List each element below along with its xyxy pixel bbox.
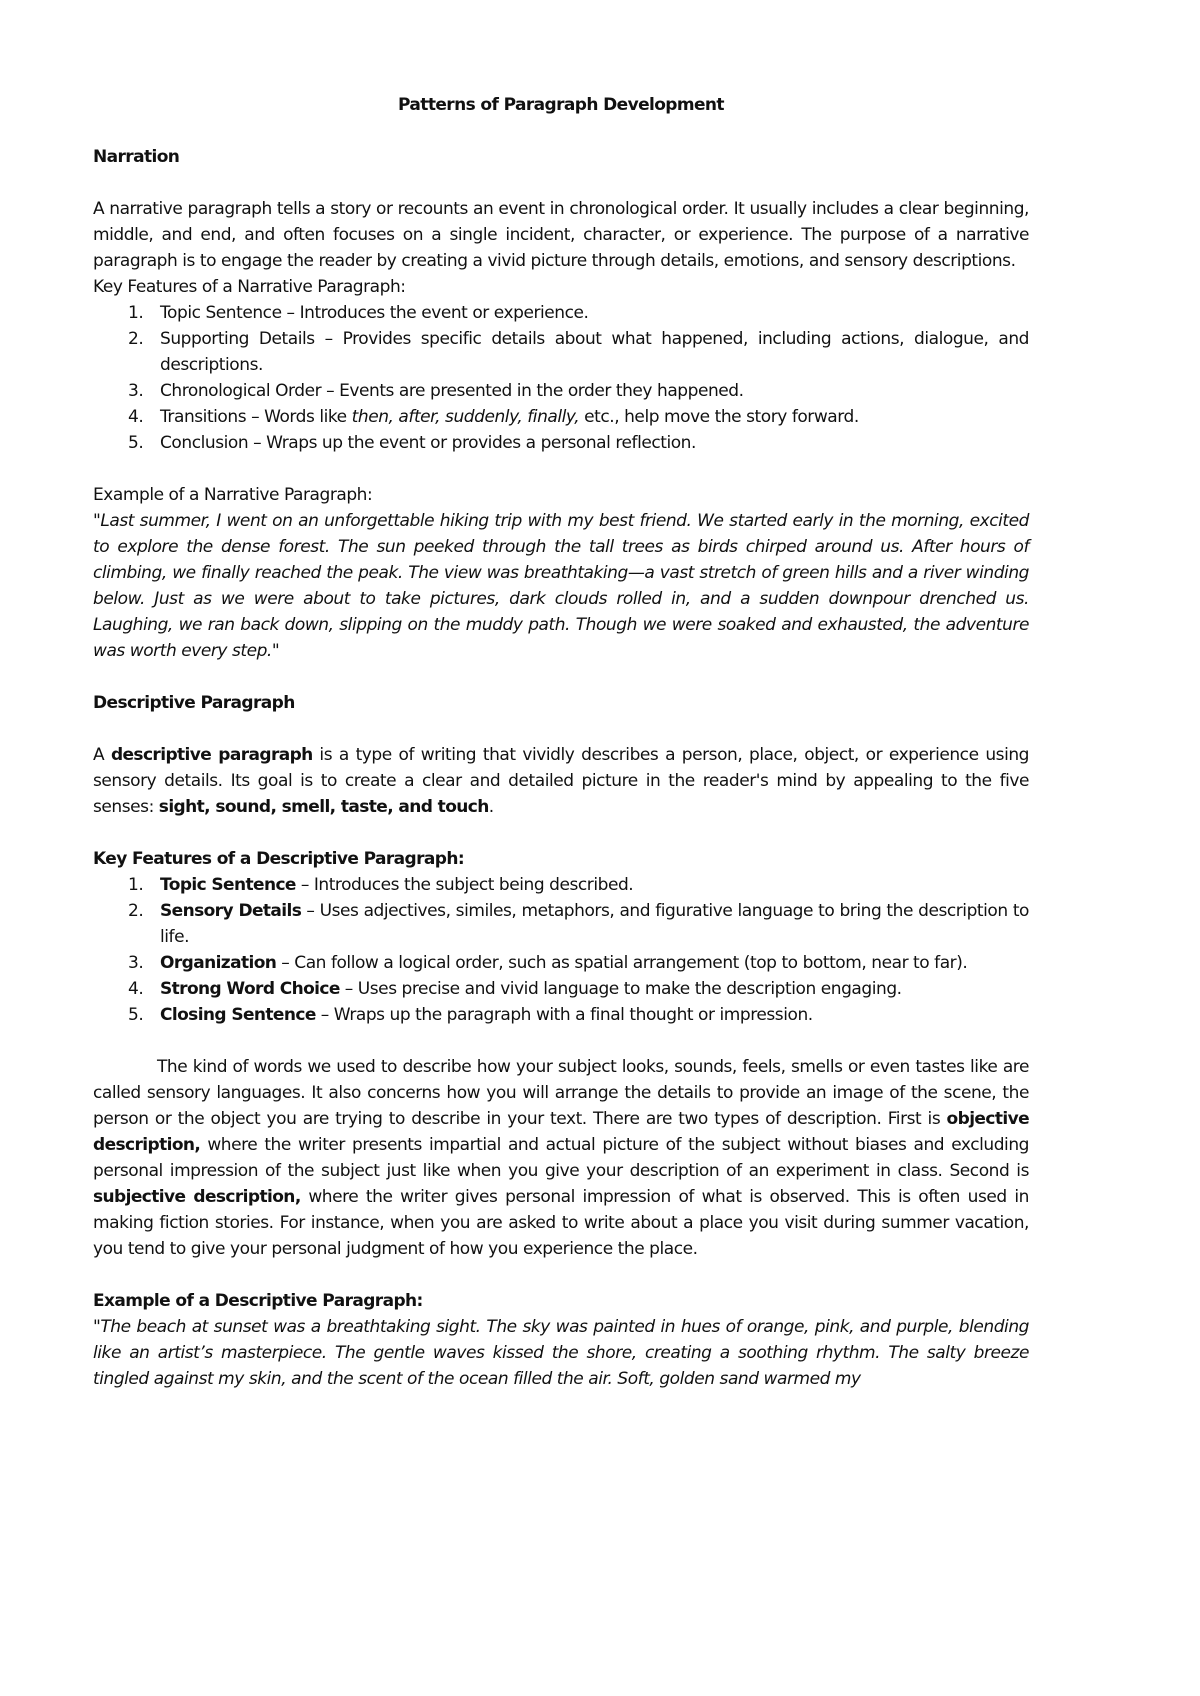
list-item: 5. Conclusion – Wraps up the event or provides a personal reflection. bbox=[128, 433, 696, 453]
document-title: Patterns of Paragraph Development bbox=[398, 95, 724, 115]
narration-features-label: Key Features of a Narrative Paragraph: bbox=[93, 277, 406, 297]
list-item: 2. Supporting Details – Provides specific details about what happened, including actions, dialogue, and descriptions. bbox=[128, 329, 1030, 375]
list-item: 1. Topic Sentence – Introduces the event or experience. bbox=[128, 303, 589, 323]
section-heading-descriptive: Descriptive Paragraph bbox=[93, 693, 295, 713]
descriptive-intro: A descriptive paragraph is a type of writing that vividly describes a person, place, object, or experience using sensory details. Its goal is to create a clear and detailed picture in the reader's mind by appealing to the five senses: sight, sound, smell, taste, and touch. bbox=[93, 745, 1030, 817]
document-content bbox=[93, 92, 1029, 1392]
list-item: 4. Transitions – Words like then, after, suddenly, finally, etc., help move the story forward. bbox=[128, 407, 859, 427]
narration-example-label: Example of a Narrative Paragraph: bbox=[93, 485, 373, 505]
narration-intro: A narrative paragraph tells a story or recounts an event in chronological order. It usually includes a clear beginning, middle, and end, and often focuses on a single incident, character, or experience. The purpose of a narrative paragraph is to engage the reader by creating a vivid picture through details, emotions, and sensory descriptions. bbox=[93, 199, 1029, 271]
list-item: 5. Closing Sentence – Wraps up the paragraph with a final thought or impression. bbox=[128, 1005, 813, 1025]
list-item: 3. Chronological Order – Events are presented in the order they happened. bbox=[128, 381, 744, 401]
list-item: 4. Strong Word Choice – Uses precise and vivid language to make the description engaging. bbox=[128, 979, 902, 999]
section-heading-narration: Narration bbox=[93, 147, 180, 167]
descriptive-features-list bbox=[93, 872, 1029, 1028]
list-item: 3. Organization – Can follow a logical order, such as spatial arrangement (top to bottom, near to far). bbox=[128, 953, 968, 973]
list-item: 2. Sensory Details – Uses adjectives, similes, metaphors, and figurative language to bring the description to life. bbox=[128, 901, 1029, 947]
narration-example: "Last summer, I went on an unforgettable hiking trip with my best friend. We started early in the morning, excited to explore the dense forest. The sun peeked through the tall trees as birds chirped around us. After hours of climbing, we finally reached the peak. The view was breathtaking—a vast stretch of green hills and a river winding below. Just as we were about to take pictures, dark clouds rolled in, and a sudden downpour drenched us. Laughing, we ran back down, slipping on the muddy path. Though we were soaked and exhausted, the adventure was worth every step." bbox=[93, 511, 1029, 661]
descriptive-example: "The beach at sunset was a breathtaking sight. The sky was painted in hues of orange, pink, and purple, blending like an artist’s masterpiece. The gentle waves kissed the shore, creating a soothing rhythm. The salty breeze tingled against my skin, and the scent of the ocean filled the air. Soft, golden sand warmed my bbox=[93, 1317, 1029, 1389]
descriptive-body: The kind of words we used to describe how your subject looks, sounds, feels, smells or even tastes like are called sensory languages. It also concerns how you will arrange the details to provide an image of the scene, the person or the object you are trying to describe in your text. There are two types of description. First is objective description, where the writer presents impartial and actual picture of the subject without biases and excluding personal impression of the subject just like when you give your description of an experiment in class. Second is subjective description, where the writer gives personal impression of what is observed. This is often used in making fiction stories. For instance, when you are asked to write about a place you visit during summer vacation, you tend to give your personal judgment of how you experience the place. bbox=[93, 1057, 1029, 1259]
list-item: 1. Topic Sentence – Introduces the subject being described. bbox=[128, 875, 634, 895]
descriptive-example-label: Example of a Descriptive Paragraph: bbox=[93, 1291, 423, 1311]
narration-features-list bbox=[93, 300, 1029, 456]
descriptive-features-label: Key Features of a Descriptive Paragraph: bbox=[93, 849, 465, 869]
